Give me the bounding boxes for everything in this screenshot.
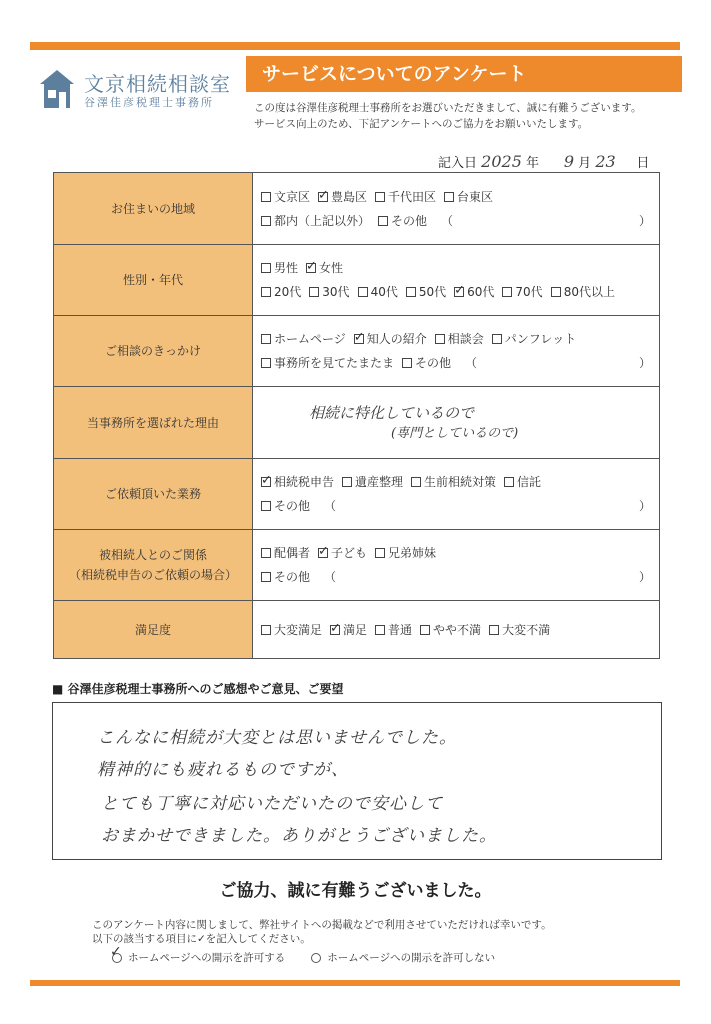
row-trigger [54,316,660,387]
consent-options [112,950,495,965]
option-tokyo-other[interactable]: 都内（上記以外） [261,209,370,233]
option-other[interactable]: その他 [402,351,451,375]
logo [38,68,238,114]
other-fill-in[interactable]: （ ） [324,499,651,513]
intro-text [254,100,641,132]
checkbox[interactable] [454,287,464,297]
option-very-satisfied[interactable]: 大変満足 [261,618,322,642]
checkbox[interactable] [489,625,499,635]
checkbox[interactable] [261,501,271,511]
option-bunkyo[interactable]: 文京区 [261,185,310,209]
option-satisfied[interactable]: ✓ 満足 [330,618,367,642]
option-very-dissatisfied[interactable]: 大変不満 [489,618,550,642]
option-taito[interactable]: 台東区 [444,185,493,209]
checkbox[interactable] [444,192,454,202]
date-day-unit: 日 [636,156,650,171]
option-neutral[interactable]: 普通 [375,618,412,642]
checkbox[interactable] [318,192,328,202]
checkbox[interactable] [435,334,445,344]
checkbox[interactable] [261,625,271,635]
checkbox[interactable] [261,358,271,368]
satisfaction-label: 満足度 [54,601,253,659]
row-gender-age [54,245,660,316]
checkbox[interactable] [306,263,316,273]
option-80s-plus[interactable]: 80代以上 [551,280,615,304]
checkbox[interactable] [261,287,271,297]
comment-line: とても丁寧に対応いただいたので安心して [101,794,443,814]
notice-line: 以下の該当する項目に✓を記入してください。 [92,933,311,945]
date-label: 記入日 [438,156,478,171]
logo-subtitle: 谷澤佳彦税理士事務所 [84,96,214,109]
checkbox[interactable] [261,572,271,582]
option-30s[interactable]: 30代 [309,280,349,304]
comments-box[interactable] [52,702,662,860]
intro-line: サービス向上のため、下記アンケートへのご協力をお願いいたします。 [254,118,589,130]
checkbox[interactable] [261,334,271,344]
checkbox[interactable] [358,287,368,297]
checkbox[interactable] [378,216,388,226]
option-inheritance-tax[interactable]: ✓ 相続税申告 [261,470,334,494]
top-accent-bar [30,42,680,50]
reason-answer[interactable] [253,387,660,459]
bottom-accent-bar [30,980,680,986]
checkbox[interactable] [318,548,328,558]
consent-allow-radio[interactable] [112,953,122,963]
gender-age-options [253,245,660,316]
option-chiyoda[interactable]: 千代田区 [375,185,436,209]
option-other[interactable]: その他 [378,209,427,233]
option-20s[interactable]: 20代 [261,280,301,304]
option-sibling[interactable]: 兄弟姉妹 [375,541,436,565]
reason-answer-line: (専門としているので) [391,425,519,441]
option-other[interactable]: その他 [261,565,310,589]
row-satisfaction [54,601,660,659]
checkbox[interactable] [261,263,271,273]
option-toshima[interactable]: ✓ 豊島区 [318,185,367,209]
comment-line: 精神的にも疲れるものですが、 [97,760,349,780]
notice-line: このアンケート内容に関しまして、弊社サイトへの掲載などで利用させていただければ幸いです。 [92,919,552,931]
option-pre-planning[interactable]: 生前相続対策 [411,470,496,494]
row-reason [54,387,660,459]
option-referral[interactable]: ✓ 知人の紹介 [354,327,427,351]
option-seminar[interactable]: 相談会 [435,327,484,351]
option-estate[interactable]: 遺産整理 [342,470,403,494]
checkbox[interactable] [411,477,421,487]
area-label: お住まいの地域 [54,173,253,245]
row-relation [54,530,660,601]
trigger-options [253,316,660,387]
option-pamphlet[interactable]: パンフレット [492,327,576,351]
relation-label-line: 被相続人とのご関係 [98,548,207,562]
comment-line: おまかせできました。ありがとうございました。 [101,826,497,846]
service-label: ご依頼頂いた業務 [54,459,253,530]
checkbox[interactable] [406,287,416,297]
consent-deny-label: ホームページへの開示を許可しない [327,952,496,964]
date-month[interactable]: 9 [563,152,575,171]
comments-section-title: ■ 谷澤佳彦税理士事務所へのご感想やご意見、ご要望 [52,682,344,696]
checkbox[interactable] [375,625,385,635]
date-day[interactable]: 23 [595,152,616,171]
publication-notice [92,918,552,946]
option-60s[interactable]: ✓ 60代 [454,280,494,304]
option-50s[interactable]: 50代 [406,280,446,304]
house-logo-icon [38,68,76,110]
option-40s[interactable]: 40代 [358,280,398,304]
checkbox[interactable] [402,358,412,368]
option-spouse[interactable]: 配偶者 [261,541,310,565]
logo-title: 文京相続相談室 [84,72,231,96]
other-fill-in[interactable]: （ ） [465,356,651,370]
survey-title-banner: サービスについてのアンケート [246,56,682,92]
relation-options [253,530,660,601]
checkbox[interactable] [420,625,430,635]
checkbox[interactable] [375,192,385,202]
consent-allow-label: ホームページへの開示を許可する [128,952,286,964]
reason-label: 当事務所を選ばれた理由 [54,387,253,459]
checkbox[interactable] [504,477,514,487]
gender-age-label: 性別・年代 [54,245,253,316]
satisfaction-options [253,601,660,659]
checkbox[interactable] [261,548,271,558]
row-service [54,459,660,530]
relation-label [54,530,253,601]
checkbox[interactable] [261,477,271,487]
checkbox[interactable] [375,548,385,558]
date-year-unit: 年 [526,156,540,171]
thanks-message: ご協力、誠に有難うございました。 [219,881,492,901]
option-70s[interactable]: 70代 [502,280,542,304]
area-options [253,173,660,245]
consent-deny-radio[interactable] [311,953,321,963]
option-saw-office[interactable]: 事務所を見てたまたま [261,351,394,375]
entry-date [438,152,649,171]
option-male[interactable]: 男性 [261,256,298,280]
option-other[interactable]: その他 [261,494,310,518]
checkbox[interactable] [261,216,271,226]
intro-line: この度は谷澤佳彦税理士事務所をお選びいただきまして、誠に有難うございます。 [254,102,642,114]
service-options [253,459,660,530]
checkbox[interactable] [492,334,502,344]
checkbox[interactable] [342,477,352,487]
relation-label-line: （相続税申告のご依頼の場合） [68,568,237,582]
option-female[interactable]: ✓ 女性 [306,256,343,280]
other-fill-in[interactable]: （ ） [441,213,651,228]
checkbox[interactable] [551,287,561,297]
checkbox[interactable] [354,334,364,344]
option-somewhat-dissatisfied[interactable]: やや不満 [420,618,481,642]
reason-answer-line: 相続に特化しているので [309,403,475,422]
trigger-label: ご相談のきっかけ [54,316,253,387]
option-child[interactable]: ✓ 子ども [318,541,367,565]
checkbox[interactable] [502,287,512,297]
date-month-unit: 月 [578,156,592,171]
checkbox[interactable] [309,287,319,297]
date-year[interactable]: 2025 [481,152,522,171]
other-fill-in[interactable]: （ ） [324,570,651,584]
checkbox[interactable] [330,625,340,635]
comment-line: こんなに相続が大変とは思いませんでした。 [97,728,457,748]
survey-form-table [53,172,660,659]
row-area [54,173,660,245]
option-homepage[interactable]: ホームページ [261,327,346,351]
option-trust[interactable]: 信託 [504,470,541,494]
checkbox[interactable] [261,192,271,202]
